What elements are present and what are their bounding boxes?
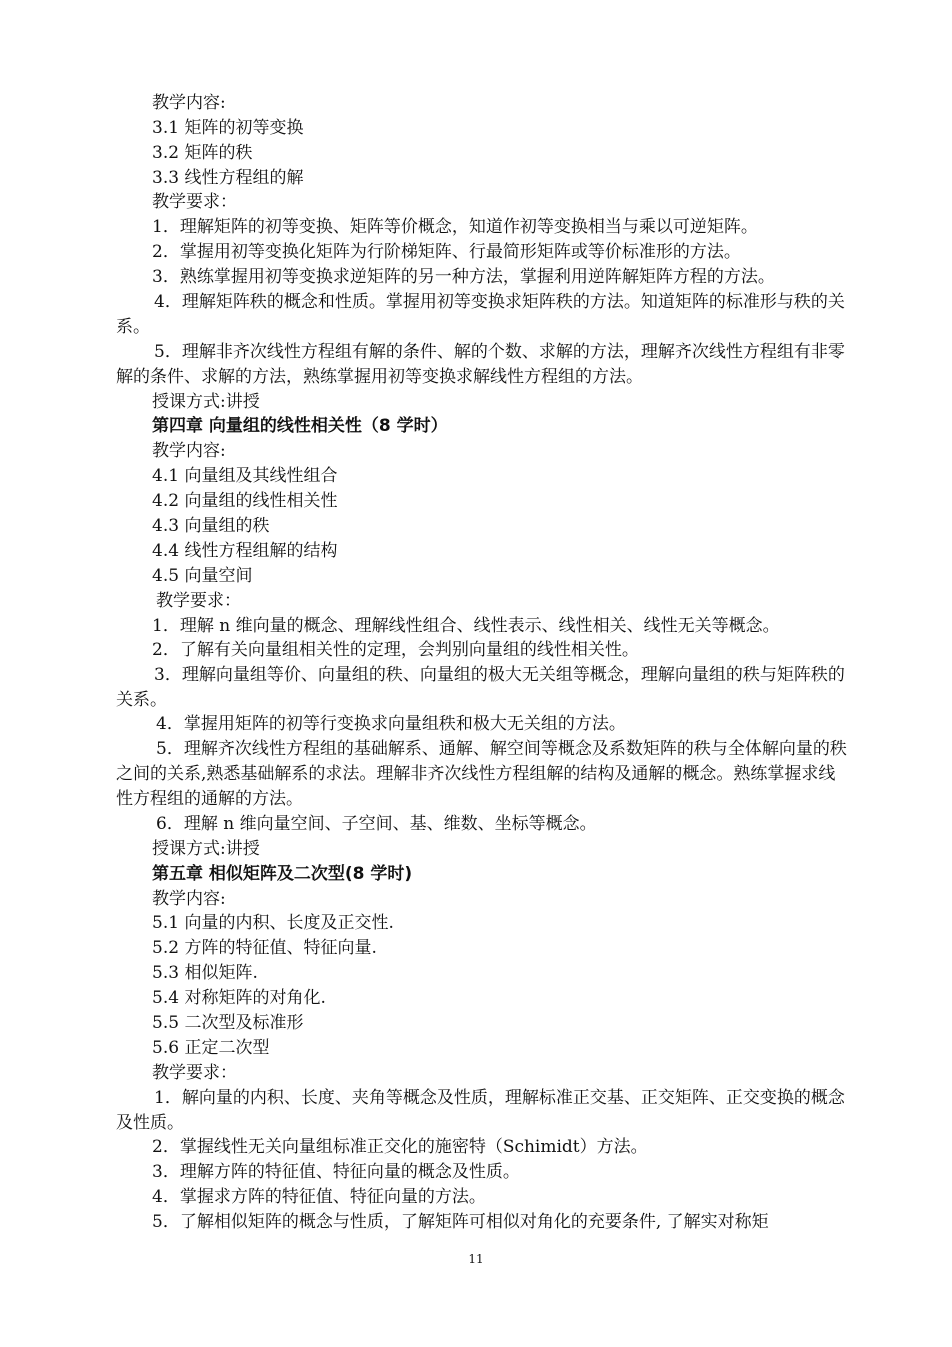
content-item: 3.3 线性方程组的解	[152, 168, 304, 188]
requirement-item: 5．理解齐次线性方程组的基础解系、通解、解空间等概念及系数矩阵的秩与全体解向量的秩之间的关系,熟悉基础解系的求法。理解非齐次线性方程组解的结构及通解的概念。熟练掌握求线性方程组的通解的方法。	[116, 739, 847, 809]
section-label: 教学内容:	[152, 889, 226, 909]
requirement-item: 5．了解相似矩阵的概念与性质，了解矩阵可相似对角化的充要条件, 了解实对称矩	[152, 1212, 769, 1232]
content-item: 5.5 二次型及标准形	[152, 1013, 304, 1033]
requirement-item: 2．了解有关向量组相关性的定理，会判别向量组的线性相关性。	[152, 640, 639, 660]
requirement-item: 3．理解向量组等价、向量组的秩、向量组的极大无关组等概念，理解向量组的秩与矩阵秩的关系。	[116, 665, 845, 710]
requirement-item: 6．理解 n 维向量空间、子空间、基、维数、坐标等概念。	[156, 814, 597, 834]
requirement-item: 2．掌握用初等变换化矩阵为行阶梯矩阵、行最简形矩阵或等价标准形的方法。	[152, 242, 741, 262]
requirement-item: 2．掌握线性无关向量组标准正交化的施密特（Schimidt）方法。	[152, 1137, 648, 1157]
requirement-item: 1．理解矩阵的初等变换、矩阵等价概念，知道作初等变换相当与乘以可逆矩阵。	[152, 217, 758, 237]
section-label: 教学内容:	[152, 93, 226, 113]
requirement-item: 1．理解 n 维向量的概念、理解线性组合、线性表示、线性相关、线性无关等概念。	[152, 616, 780, 636]
teaching-method: 授课方式:讲授	[152, 392, 260, 412]
teaching-method: 授课方式:讲授	[152, 839, 260, 859]
content-item: 5.2 方阵的特征值、特征向量.	[152, 938, 377, 958]
section-label: 教学要求：	[152, 192, 237, 212]
requirement-item: 1．解向量的内积、长度、夹角等概念及性质，理解标准正交基、正交矩阵、正交变换的概念及性质。	[116, 1088, 845, 1133]
content-item: 4.3 向量组的秩	[152, 516, 270, 536]
requirement-item: 5．理解非齐次线性方程组有解的条件、解的个数、求解的方法，理解齐次线性方程组有非零解的条件、求解的方法，熟练掌握用初等变换求解线性方程组的方法。	[116, 342, 845, 387]
content-item: 3.2 矩阵的秩	[152, 143, 253, 163]
section-label: 教学要求：	[156, 591, 241, 611]
requirement-item: 4．掌握用矩阵的初等行变换求向量组秩和极大无关组的方法。	[156, 714, 626, 734]
requirement-item: 3．熟练掌握用初等变换求逆矩阵的另一种方法，掌握利用逆阵解矩阵方程的方法。	[152, 267, 775, 287]
chapter-heading: 第四章 向量组的线性相关性（8 学时）	[152, 416, 448, 436]
content-item: 5.1 向量的内积、长度及正交性.	[152, 913, 394, 933]
content-item: 4.2 向量组的线性相关性	[152, 491, 338, 511]
content-item: 3.1 矩阵的初等变换	[152, 118, 304, 138]
requirement-item: 4．掌握求方阵的特征值、特征向量的方法。	[152, 1187, 486, 1207]
requirement-item: 3．理解方阵的特征值、特征向量的概念及性质。	[152, 1162, 520, 1182]
content-item: 4.4 线性方程组解的结构	[152, 541, 338, 561]
section-label: 教学要求：	[152, 1063, 237, 1083]
section-label: 教学内容:	[152, 441, 226, 461]
content-item: 4.1 向量组及其线性组合	[152, 466, 338, 486]
page-number: 11	[468, 1252, 484, 1266]
content-item: 5.6 正定二次型	[152, 1038, 270, 1058]
chapter-heading: 第五章 相似矩阵及二次型(8 学时)	[152, 864, 413, 884]
content-item: 5.4 对称矩阵的对角化.	[152, 988, 326, 1008]
requirement-item: 4．理解矩阵秩的概念和性质。掌握用初等变换求矩阵秩的方法。知道矩阵的标准形与秩的关系。	[116, 292, 845, 337]
content-item: 5.3 相似矩阵.	[152, 963, 258, 983]
content-item: 4.5 向量空间	[152, 566, 253, 586]
